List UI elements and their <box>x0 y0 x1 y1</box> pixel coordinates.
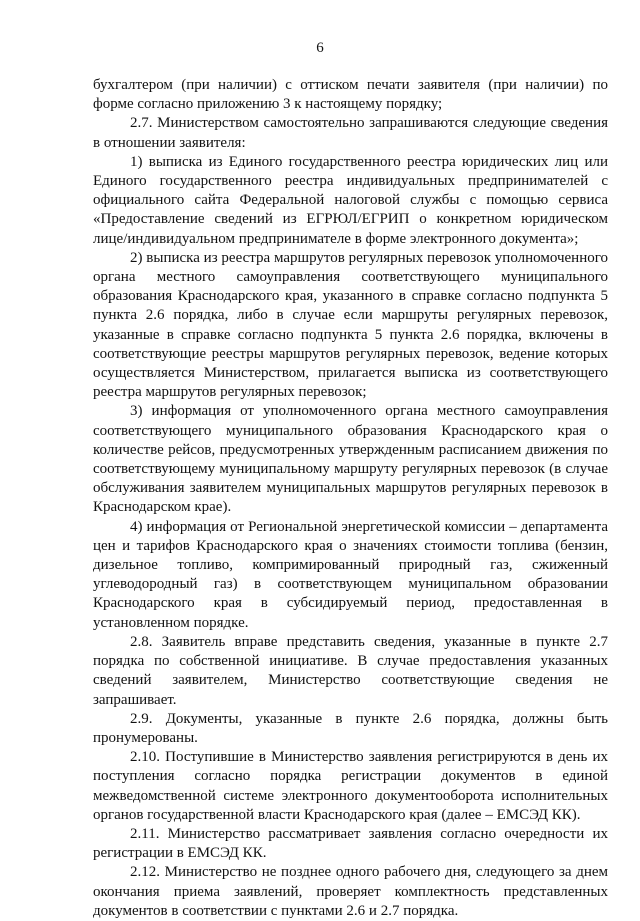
paragraph-2-7-item-2: 2) выписка из реестра маршрутов регулярных перевозок уполномоченного органа местного самоуправления соответствующего муниципального образования Краснодарского края, указанного в справке согласно подпункта 5 пункта 2.6 порядка, либо в случае если маршруты регулярных перевозок, указанные в справке согласно подпункта 5 пункта 2.6 порядка, включены в соответствующие реестры маршрутов регулярных перевозок, ведение которых осуществляется Министерством, прилагается выписка из соответствующего реестра маршрутов регулярных перевозок; <box>93 249 608 401</box>
paragraph-2-7-item-4: 4) информация от Региональной энергетической комиссии – департамента цен и тарифов Краснодарского края о значениях стоимости топлива (бензин, дизельное топливо, компримированный природный газ, сжиженный углеводородный газ) в соответствующем муниципальном образовании Краснодарского края в субсидируемый период, предоставленная в установленном порядке. <box>93 518 608 631</box>
page-number: 6 <box>316 40 324 56</box>
paragraph-2-8: 2.8. Заявитель вправе представить сведения, указанные в пункте 2.7 порядка по собственной инициативе. В случае предоставления указанных сведений заявителем, Министерство соответствующие сведения не запрашивает. <box>93 633 608 708</box>
paragraph-2-7-item-1: 1) выписка из Единого государственного реестра юридических лиц или Единого государственного реестра индивидуальных предпринимателей с официального сайта Федеральной налоговой службы с помощью сервиса «Предоставление сведений из ЕГРЮЛ/ЕГРИП о конкретном юридическом лице/индивидуальном предпринимателе в форме электронного документа»; <box>93 153 608 247</box>
paragraph-2-7-item-3: 3) информация от уполномоченного органа местного самоуправления соответствующего муниципального образования Краснодарского края о количестве рейсов, предусмотренных утвержденным расписанием движения по соответствующему муниципальному маршруту регулярных перевозок (в случае обслуживания заявителем муниципальных маршрутов регулярных перевозок в Краснодарском крае). <box>93 403 608 516</box>
paragraph-2-10: 2.10. Поступившие в Министерство заявления регистрируются в день их поступления согласно порядка регистрации документов в единой межведомственной системе электронного документооборота исполнительных органов государственной власти Краснодарского края (далее – ЕМСЭД КК). <box>93 749 608 823</box>
paragraph-2-11: 2.11. Министерство рассматривает заявления согласно очередности их регистрации в ЕМСЭД КК. <box>93 825 608 862</box>
paragraph-2-7: 2.7. Министерством самостоятельно запрашиваются следующие сведения в отношении заявителя: <box>93 115 608 151</box>
document-body <box>93 76 608 921</box>
paragraph-2-9: 2.9. Документы, указанные в пункте 2.6 порядка, должны быть пронумерованы. <box>93 710 608 746</box>
paragraph-continuation: бухгалтером (при наличии) с оттиском печати заявителя (при наличии) по форме согласно приложению 3 к настоящему порядку; <box>93 77 608 113</box>
paragraph-2-12: 2.12. Министерство не позднее одного рабочего дня, следующего за днем окончания приема заявлений, проверяет комплектность представленных документов в соответствии с пунктами 2.6 и 2.7 порядка. <box>93 864 608 919</box>
